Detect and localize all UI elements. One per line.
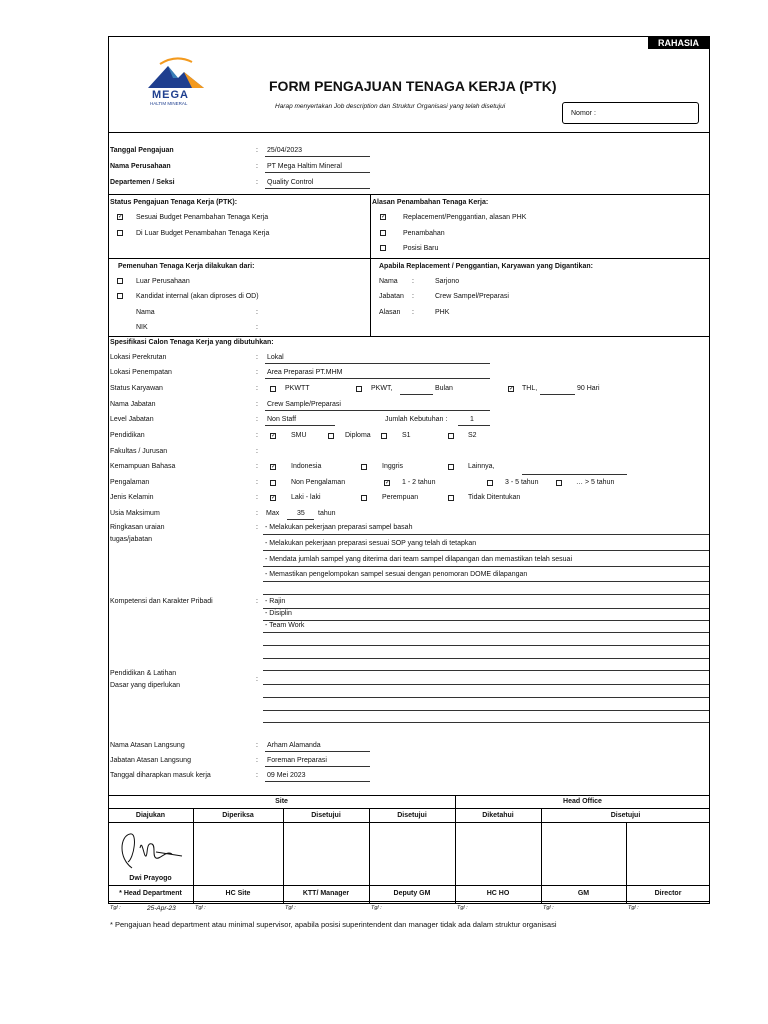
- perempuan-checkbox[interactable]: [361, 495, 367, 501]
- underline: [263, 684, 709, 685]
- p12-label: 1 - 2 tahun: [402, 479, 436, 486]
- role-deputy-gm: Deputy GM: [393, 890, 431, 897]
- underline: [263, 608, 709, 609]
- underline: [265, 156, 370, 157]
- p5-checkbox[interactable]: [556, 480, 562, 486]
- atasan-value: Arham Alamanda: [267, 742, 321, 749]
- tidak-label: Tidak Ditentukan: [468, 494, 521, 501]
- masuk-label: Tanggal diharapkan masuk kerja: [110, 772, 211, 779]
- ringkasan-label: tugas/jabatan: [110, 536, 153, 543]
- thl-label: THL,: [522, 385, 538, 392]
- pemenuhan-luar-checkbox[interactable]: [117, 278, 123, 284]
- colon: :: [256, 479, 258, 486]
- smu-label: SMU: [291, 432, 307, 439]
- tgl-label: Tgl :: [457, 905, 468, 911]
- confidential-badge: RAHASIA: [648, 37, 709, 49]
- non-pengalaman-label: Non Pengalaman: [291, 479, 346, 486]
- departemen-label: Departemen / Seksi: [110, 179, 175, 186]
- tugas-item: - Melakukan pekerjaan preparasi sesuai SOP yang telah di tetapkan: [265, 540, 477, 547]
- lainnya-label: Lainnya,: [468, 463, 495, 470]
- s1-label: S1: [402, 432, 411, 439]
- alasan-penambahan-label: Penambahan: [403, 230, 445, 237]
- tgl-label: Tgl :: [195, 905, 206, 911]
- divider: [370, 194, 371, 336]
- divider: [108, 336, 710, 337]
- pkwt-label: PKWT,: [371, 385, 393, 392]
- colon: :: [256, 676, 258, 683]
- status-luar-checkbox[interactable]: [117, 230, 123, 236]
- usia-max: Max: [266, 510, 280, 517]
- alasan-replacement-checkbox[interactable]: [380, 214, 386, 220]
- kompetensi-item: - Rajin: [265, 598, 286, 605]
- divider: [108, 885, 710, 886]
- underline: [263, 620, 709, 621]
- nomor-field[interactable]: [562, 102, 699, 124]
- latihan-label: Dasar yang diperlukan: [110, 682, 181, 689]
- tidak-checkbox[interactable]: [448, 495, 454, 501]
- fakultas-label: Fakultas / Jurusan: [110, 448, 168, 455]
- col-diketahui: Diketahui: [482, 812, 514, 819]
- col-disetujui: Disetujui: [397, 812, 427, 819]
- pkwt-checkbox[interactable]: [356, 386, 362, 392]
- p35-label: 3 - 5 tahun: [505, 479, 539, 486]
- usia-value: 35: [297, 510, 305, 517]
- thl-checkbox[interactable]: [508, 386, 514, 392]
- underline: [265, 410, 490, 411]
- underline: [265, 363, 490, 364]
- underline: [263, 710, 709, 711]
- bahasa-label: Kemampuan Bahasa: [110, 463, 176, 470]
- underline: [400, 394, 433, 395]
- logo-text: MEGA: [152, 89, 189, 101]
- colon: :: [256, 598, 258, 605]
- role-hc-ho: HC HO: [486, 890, 510, 897]
- nomor-label: Nomor :: [571, 110, 596, 117]
- bulan-label: Bulan: [435, 385, 453, 392]
- tgl-value: 25-Apr-23: [147, 905, 176, 912]
- indonesia-checkbox[interactable]: [270, 464, 276, 470]
- pemenuhan-heading: Pemenuhan Tenaga Kerja dilakukan dari:: [118, 263, 255, 270]
- colon: :: [256, 309, 258, 316]
- tgl-label: Tgl :: [285, 905, 296, 911]
- inggris-label: Inggris: [382, 463, 404, 470]
- kompetensi-item: - Disiplin: [265, 610, 292, 617]
- status-sesuai-checkbox[interactable]: [117, 214, 123, 220]
- divider: [108, 808, 710, 809]
- kebutuhan-label: Jumlah Kebutuhan :: [385, 416, 448, 423]
- tgl-label: Tgl :: [543, 905, 554, 911]
- latihan-label: Pendidikan & Latihan: [110, 670, 177, 677]
- colon: :: [256, 163, 258, 170]
- site-heading: Site: [275, 798, 288, 805]
- pendidikan-label: Pendidikan: [110, 432, 145, 439]
- laki-label: Laki - laki: [291, 494, 321, 501]
- pemenuhan-luar-label: Luar Perusahaan: [136, 278, 190, 285]
- replacement-jabatan-value: Crew Sampel/Preparasi: [435, 293, 509, 300]
- signature-mark: [112, 828, 187, 872]
- pkwtt-label: PKWTT: [285, 385, 310, 392]
- p5-label: … > 5 tahun: [576, 479, 615, 486]
- underline: [540, 394, 575, 395]
- role-hc-site: HC Site: [225, 890, 251, 897]
- tgl-label: Tgl :: [628, 905, 639, 911]
- colon: :: [412, 293, 414, 300]
- lokasi-rekrut-label: Lokasi Perekrutan: [110, 354, 167, 361]
- indonesia-label: Indonesia: [291, 463, 322, 470]
- underline: [265, 781, 370, 782]
- underline: [522, 474, 627, 475]
- laki-checkbox[interactable]: [270, 495, 276, 501]
- pkwtt-checkbox[interactable]: [270, 386, 276, 392]
- head-office-heading: Head Office: [563, 798, 602, 805]
- masuk-value: 09 Mei 2023: [267, 772, 306, 779]
- pemenuhan-nama-label: Nama: [136, 309, 155, 316]
- colon: :: [256, 742, 258, 749]
- tugas-item: - Mendata jumlah sampel yang diterima dari team sampel dilapangan dan memastikan telah sesuai: [265, 556, 572, 563]
- underline: [263, 550, 709, 551]
- usia-label: Usia Maksimum: [110, 510, 160, 517]
- colon: :: [256, 324, 258, 331]
- replacement-jabatan-label: Jabatan: [379, 293, 404, 300]
- underline: [263, 645, 709, 646]
- underline: [265, 188, 370, 189]
- kompetensi-label: Kompetensi dan Karakter Pribadi: [110, 598, 213, 605]
- underline: [263, 632, 709, 633]
- status-luar-label: Di Luar Budget Penambahan Tenaga Kerja: [136, 230, 270, 237]
- kompetensi-item: - Team Work: [265, 622, 305, 629]
- nama-jabatan-value: Crew Sample/Preparasi: [267, 401, 341, 408]
- tugas-item: - Melakukan pekerjaan preparasi sampel basah: [265, 524, 413, 531]
- s1-checkbox[interactable]: [381, 433, 387, 439]
- colon: :: [256, 354, 258, 361]
- usia-tahun: tahun: [318, 510, 336, 517]
- tgl-label: Tgl :: [371, 905, 382, 911]
- alasan-heading: Alasan Penambahan Tenaga Kerja:: [372, 199, 489, 206]
- p12-checkbox[interactable]: [384, 480, 390, 486]
- non-pengalaman-checkbox[interactable]: [270, 480, 276, 486]
- ringkasan-label: Ringkasan uraian: [110, 524, 165, 531]
- underline: [265, 425, 335, 426]
- underline: [263, 697, 709, 698]
- pemenuhan-internal-label: Kandidat internal (akan diproses di OD): [136, 293, 259, 300]
- underline: [263, 566, 709, 567]
- colon: :: [256, 385, 258, 392]
- colon: :: [412, 309, 414, 316]
- divider: [108, 822, 710, 823]
- replacement-nama-value: Sarjono: [435, 278, 460, 285]
- jabatan-atasan-value: Foreman Preparasi: [267, 757, 327, 764]
- underline: [263, 581, 709, 582]
- s2-checkbox[interactable]: [448, 433, 454, 439]
- level-jabatan-value: Non Staff: [267, 416, 297, 423]
- replacement-heading: Apabila Replacement / Penggantian, Karyawan yang Digantikan:: [379, 263, 593, 270]
- underline: [458, 425, 490, 426]
- lokasi-rekrut-value: Lokal: [267, 354, 284, 361]
- divider: [108, 194, 710, 195]
- underline: [263, 670, 709, 671]
- form-title: FORM PENGAJUAN TENAGA KERJA (PTK): [269, 78, 557, 94]
- perusahaan-label: Nama Perusahaan: [110, 163, 171, 170]
- tanggal-label: Tanggal Pengajuan: [110, 147, 174, 154]
- nama-jabatan-label: Nama Jabatan: [110, 401, 156, 408]
- hari-label: 90 Hari: [577, 385, 600, 392]
- alasan-penambahan-checkbox[interactable]: [380, 230, 386, 236]
- s2-label: S2: [468, 432, 477, 439]
- diploma-checkbox[interactable]: [328, 433, 334, 439]
- role-head-department: * Head Department: [119, 890, 182, 897]
- alasan-baru-label: Posisi Baru: [403, 245, 439, 252]
- colon: :: [256, 147, 258, 154]
- replacement-alasan-value: PHK: [435, 309, 450, 316]
- divider: [108, 258, 710, 259]
- departemen-value: Quality Control: [267, 179, 314, 186]
- lainnya-checkbox[interactable]: [448, 464, 454, 470]
- divider: [108, 132, 710, 133]
- underline: [263, 722, 709, 723]
- form-subtitle: Harap menyertakan Job description dan Struktur Organisasi yang telah disetujui: [275, 103, 506, 110]
- signer-name: Dwi Prayogo: [129, 875, 172, 882]
- divider: [108, 901, 710, 902]
- status-karyawan-label: Status Karyawan: [110, 385, 163, 392]
- colon: :: [256, 772, 258, 779]
- colon: :: [256, 432, 258, 439]
- replacement-alasan-label: Alasan: [379, 309, 401, 316]
- alasan-baru-checkbox[interactable]: [380, 245, 386, 251]
- role-ktt-manager: KTT/ Manager: [302, 890, 350, 897]
- perusahaan-value: PT Mega Haltim Mineral: [267, 163, 342, 170]
- col-disetujui: Disetujui: [311, 812, 341, 819]
- smu-checkbox[interactable]: [270, 433, 276, 439]
- status-sesuai-label: Sesuai Budget Penambahan Tenaga Kerja: [136, 214, 269, 221]
- inggris-checkbox[interactable]: [361, 464, 367, 470]
- underline: [263, 658, 709, 659]
- colon: :: [256, 416, 258, 423]
- colon: :: [256, 757, 258, 764]
- pengalaman-label: Pengalaman: [110, 479, 150, 486]
- atasan-label: Nama Atasan Langsung: [110, 742, 185, 749]
- pemenuhan-internal-checkbox[interactable]: [117, 293, 123, 299]
- colon: :: [256, 463, 258, 470]
- company-logo: [140, 56, 212, 112]
- colon: :: [256, 494, 258, 501]
- pemenuhan-nik-label: NIK: [136, 324, 148, 331]
- col-disetujui: Disetujui: [610, 812, 641, 819]
- footnote: * Pengajuan head department atau minimal supervisor, apabila posisi superintendent dan manager tidak ada dalam struktur organisasi: [110, 920, 557, 929]
- p35-checkbox[interactable]: [487, 480, 493, 486]
- kebutuhan-value: 1: [470, 416, 474, 423]
- tanggal-value: 25/04/2023: [267, 147, 303, 154]
- level-jabatan-label: Level Jabatan: [110, 416, 154, 423]
- lokasi-tempat-label: Lokasi Penempatan: [110, 369, 172, 376]
- kelamin-label: Jenis Kelamin: [110, 494, 154, 501]
- col-diajukan: Diajukan: [135, 812, 166, 819]
- underline: [265, 766, 370, 767]
- colon: :: [256, 510, 258, 517]
- status-ptk-heading: Status Pengajuan Tenaga Kerja (PTK):: [110, 199, 238, 206]
- replacement-nama-label: Nama: [379, 278, 398, 285]
- colon: :: [256, 524, 258, 531]
- underline: [287, 519, 314, 520]
- underline: [265, 751, 370, 752]
- tugas-item: - Memastikan pengelompokan sampel sesuai dengan penomoran DOME dilapangan: [265, 571, 528, 578]
- underline: [263, 594, 709, 595]
- alasan-replacement-label: Replacement/Penggantian, alasan PHK: [403, 214, 527, 221]
- col-diperiksa: Diperiksa: [222, 812, 254, 819]
- diploma-label: Diploma: [345, 432, 371, 439]
- tgl-label: Tgl :: [110, 905, 121, 911]
- role-gm: GM: [577, 890, 590, 897]
- underline: [263, 534, 709, 535]
- logo-subtext: HALTIM MINERAL: [150, 101, 188, 106]
- underline: [265, 378, 490, 379]
- divider: [108, 795, 710, 796]
- jabatan-atasan-label: Jabatan Atasan Langsung: [110, 757, 191, 764]
- perempuan-label: Perempuan: [382, 494, 419, 501]
- spesifikasi-heading: Spesifikasi Calon Tenaga Kerja yang dibutuhkan:: [110, 339, 274, 346]
- role-director: Director: [654, 890, 682, 897]
- colon: :: [256, 369, 258, 376]
- lokasi-tempat-value: Area Preparasi PT.MHM: [267, 369, 343, 376]
- colon: :: [412, 278, 414, 285]
- underline: [265, 172, 370, 173]
- colon: :: [256, 401, 258, 408]
- colon: :: [256, 448, 258, 455]
- colon: :: [256, 179, 258, 186]
